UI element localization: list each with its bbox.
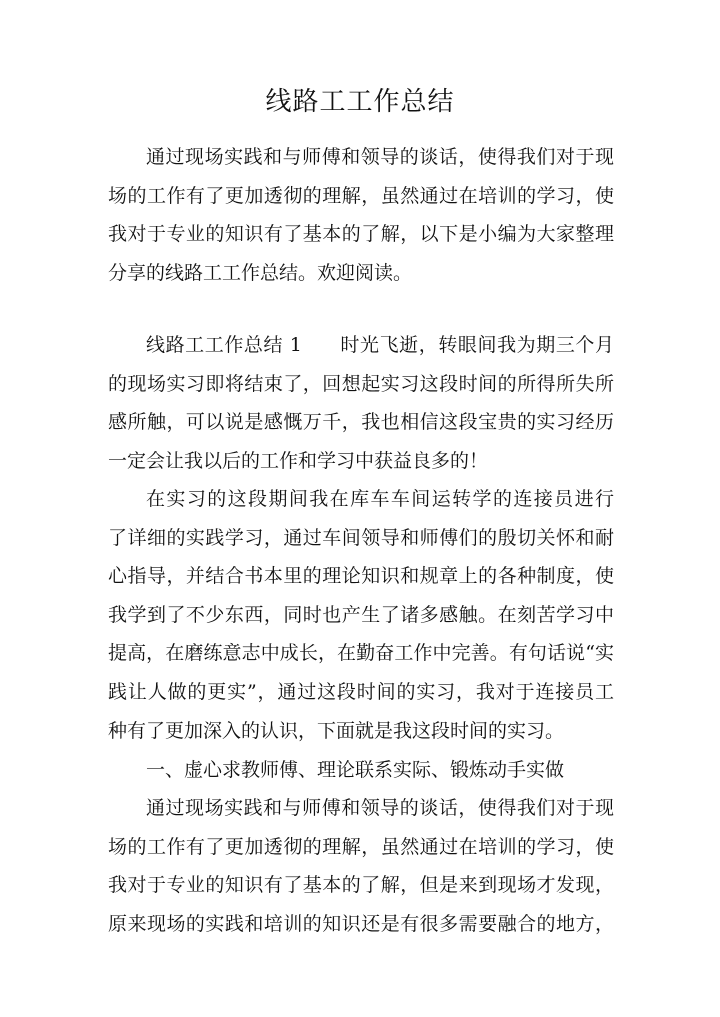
paragraph-2 xyxy=(108,480,614,750)
section-first-line: 时光飞逝，转眼间我为期三个月 xyxy=(339,334,614,356)
text-line: 分享的线路工工作总结。欢迎阅读。 xyxy=(108,261,413,284)
text-line: 践让人做的更实”，通过这段时间的实习，我对于连接员工 xyxy=(108,680,614,703)
text-line: 提高，在磨练意志中成长，在勤奋工作中完善。有句话说“实 xyxy=(108,642,614,665)
text-line xyxy=(108,326,614,365)
intro-paragraph xyxy=(108,138,614,292)
text-line: 种有了更加深入的认识，下面就是我这段时间的实习。 xyxy=(108,719,565,742)
subheading: 一、虚心求教师傅、理论联系实际、锻炼动手实做 xyxy=(146,759,565,781)
text-line: 一定会让我以后的工作和学习中获益良多的！ xyxy=(108,449,489,472)
text-line: 场的工作有了更加透彻的理解，虽然通过在培训的学习，使 xyxy=(108,184,614,207)
text-line: 通过现场实践和与师傅和领导的谈话，使得我们对于现 xyxy=(146,797,614,819)
section-1-paragraph xyxy=(108,326,614,480)
paragraph-3 xyxy=(108,789,614,943)
text-line: 我对于专业的知识有了基本的了解，但是来到现场才发现， xyxy=(108,874,614,897)
text-line: 在实习的这段期间我在库车车间运转学的连接员进行 xyxy=(146,488,614,510)
text-line: 我学到了不少东西，同时也产生了诸多感触。在刻苦学习中 xyxy=(108,603,614,626)
text-line: 心指导，并结合书本里的理论知识和规章上的各种制度，使 xyxy=(108,565,614,588)
section-heading: 线路工工作总结 1 xyxy=(146,334,302,356)
text-line: 原来现场的实践和培训的知识还是有很多需要融合的地方， xyxy=(108,912,614,935)
text-line: 感所触，可以说是感慨万千，我也相信这段宝贵的实习经历 xyxy=(108,411,614,434)
text-line: 我对于专业的知识有了基本的了解，以下是小编为大家整理 xyxy=(108,223,614,246)
text-line: 了详细的实践学习，通过车间领导和师傅们的殷切关怀和耐 xyxy=(108,526,614,549)
text-line: 通过现场实践和与师傅和领导的谈话，使得我们对于现 xyxy=(146,146,614,168)
document-title: 线路工工作总结 xyxy=(265,87,455,117)
text-line: 的现场实习即将结束了，回想起实习这段时间的所得所失所 xyxy=(108,372,614,395)
text-line: 场的工作有了更加透彻的理解，虽然通过在培训的学习，使 xyxy=(108,835,614,858)
subheading-block xyxy=(108,751,614,790)
